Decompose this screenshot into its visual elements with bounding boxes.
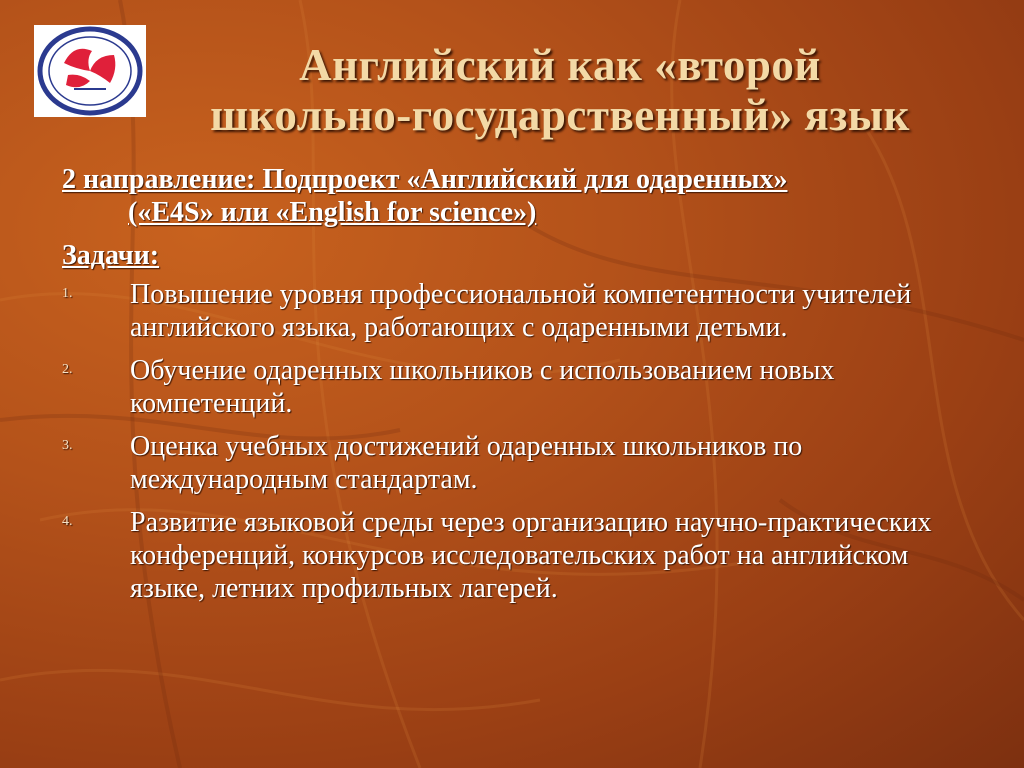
- task-text: Обучение одаренных школьников с использованием новых компетенций.: [130, 355, 835, 419]
- slide-title-line-2: школьно-государственный» язык: [210, 90, 910, 140]
- task-item: [62, 506, 982, 605]
- task-item: [62, 278, 982, 344]
- slide-title: [110, 40, 1010, 140]
- slide-content: [62, 163, 982, 615]
- task-text: Развитие языковой среды через организацию научно-практических конференций, конкурсов исследовательских работ на английском языке, летних профильных лагерей.: [130, 507, 932, 604]
- task-number: 3.: [62, 438, 73, 453]
- task-item: [62, 354, 982, 420]
- tasks-label: Задачи:: [62, 240, 160, 271]
- slide-title-line-1: Английский как «второй: [299, 40, 821, 90]
- task-number: 4.: [62, 514, 73, 529]
- task-number: 1.: [62, 286, 73, 301]
- task-text: Повышение уровня профессиональной компетентности учителей английского языка, работающих с одаренными детьми.: [130, 279, 912, 343]
- task-text: Оценка учебных достижений одаренных школьников по международным стандартам.: [130, 431, 803, 495]
- task-item: [62, 430, 982, 496]
- direction-heading: [62, 163, 982, 229]
- tasks-list: [62, 278, 982, 605]
- task-number: 2.: [62, 362, 73, 377]
- direction-line-2: («E4S» или «English for science»): [128, 197, 537, 228]
- direction-line-1: 2 направление: Подпроект «Английский для одаренных»: [62, 164, 788, 195]
